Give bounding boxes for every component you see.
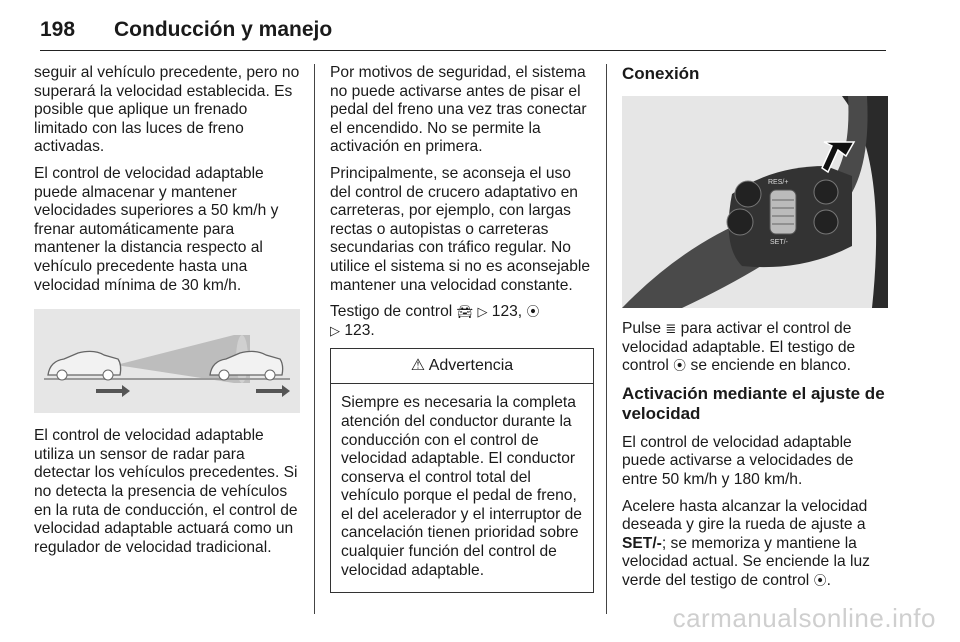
page-ref-icon: ▷ [330,322,340,338]
paragraph: Principalmente, se aconseja el uso del control de crucero adaptativo en carreteras, por ejemplo, con largas rectas o autopistas o carreteras secundarias con tráfico regular. No utilice el sistema si no es aconsejable mantener una velocidad constante. [330,164,591,294]
column-1 [34,64,300,565]
adaptive-cruise-icon: ⦿ [673,358,687,374]
column-divider [606,64,607,614]
paragraph: Por motivos de seguridad, el sistema no puede activarse antes de pisar el pedal del freno una vez tras conectar el encendido. No se permite la activación en primera. [330,64,587,156]
column-divider [314,64,315,614]
warning-box [330,348,594,593]
paragraph: Acelere hasta alcanzar la velocidad deseada y gire la rueda de ajuste a SET/-; se memoriza y mantiene la velocidad actual. Se enciende la luz verde del testigo de control ⦿. [622,497,870,589]
section-heading: Activación mediante el ajuste de velocidad [622,383,885,423]
chapter-title: Conducción y manejo [114,18,333,41]
watermark: carmanualsonline.info [672,603,936,633]
acc-button-icon: ≣ [665,321,677,336]
steering-wheel-illustration [622,96,888,308]
paragraph: seguir al vehículo precedente, pero no superará la velocidad establecida. Es posible que aplique un frenado limitado con las luces de freno activadas. [34,64,300,156]
warning-triangle-icon: ⚠ [410,357,426,375]
adaptive-cruise-icon: ⦿ [526,304,540,320]
warning-header [331,349,593,384]
column-2 [330,64,594,593]
radar-illustration [34,309,300,413]
paragraph-control-light: Testigo de control 🚘︎ ▷ 123, ⦿ ▷ 123. [330,303,540,339]
warning-text: Siempre es necesaria la completa atención del conductor durante la conducción con el control de velocidad adaptable. El conductor conserva el control total del vehículo porque el pedal de freno, el del acelerador y el interruptor de cancelación tienen prioridad sobre cualquier función del control de velocidad adaptable. [341,394,582,579]
page-header [40,14,886,51]
warning-title: Advertencia [428,357,514,375]
set-label: SET/- [770,239,788,246]
paragraph: Pulse ≣ para activar el control de velocidad adaptable. El testigo de control ⦿ se enciende en blanco. [622,320,856,375]
paragraph: El control de velocidad adaptable puede almacenar y mantener velocidades superiores a 50 km/h y frenar automáticamente para mantener la distancia respecto al vehículo precedente hasta una velocidad mínima de 30 km/h. [34,164,279,294]
adaptive-cruise-icon: ⦿ [813,572,827,588]
car-front-icon: 🚘︎ [456,304,474,320]
column-3 [622,64,888,599]
paragraph: El control de velocidad adaptable utiliza un sensor de radar para detectar los vehículos precedentes. Si no detecta la presencia de vehículos en la ruta de conducción, el control de velocidad adaptable actuará como un regulador de velocidad tradicional. [34,427,298,556]
res-label: RES/+ [768,179,789,186]
page-number: 198 [40,18,76,41]
page-ref-icon: ▷ [477,304,488,320]
section-heading: Conexión [622,64,700,83]
paragraph: El control de velocidad adaptable puede activarse a velocidades de entre 50 km/h y 180 km/h. [622,433,854,488]
